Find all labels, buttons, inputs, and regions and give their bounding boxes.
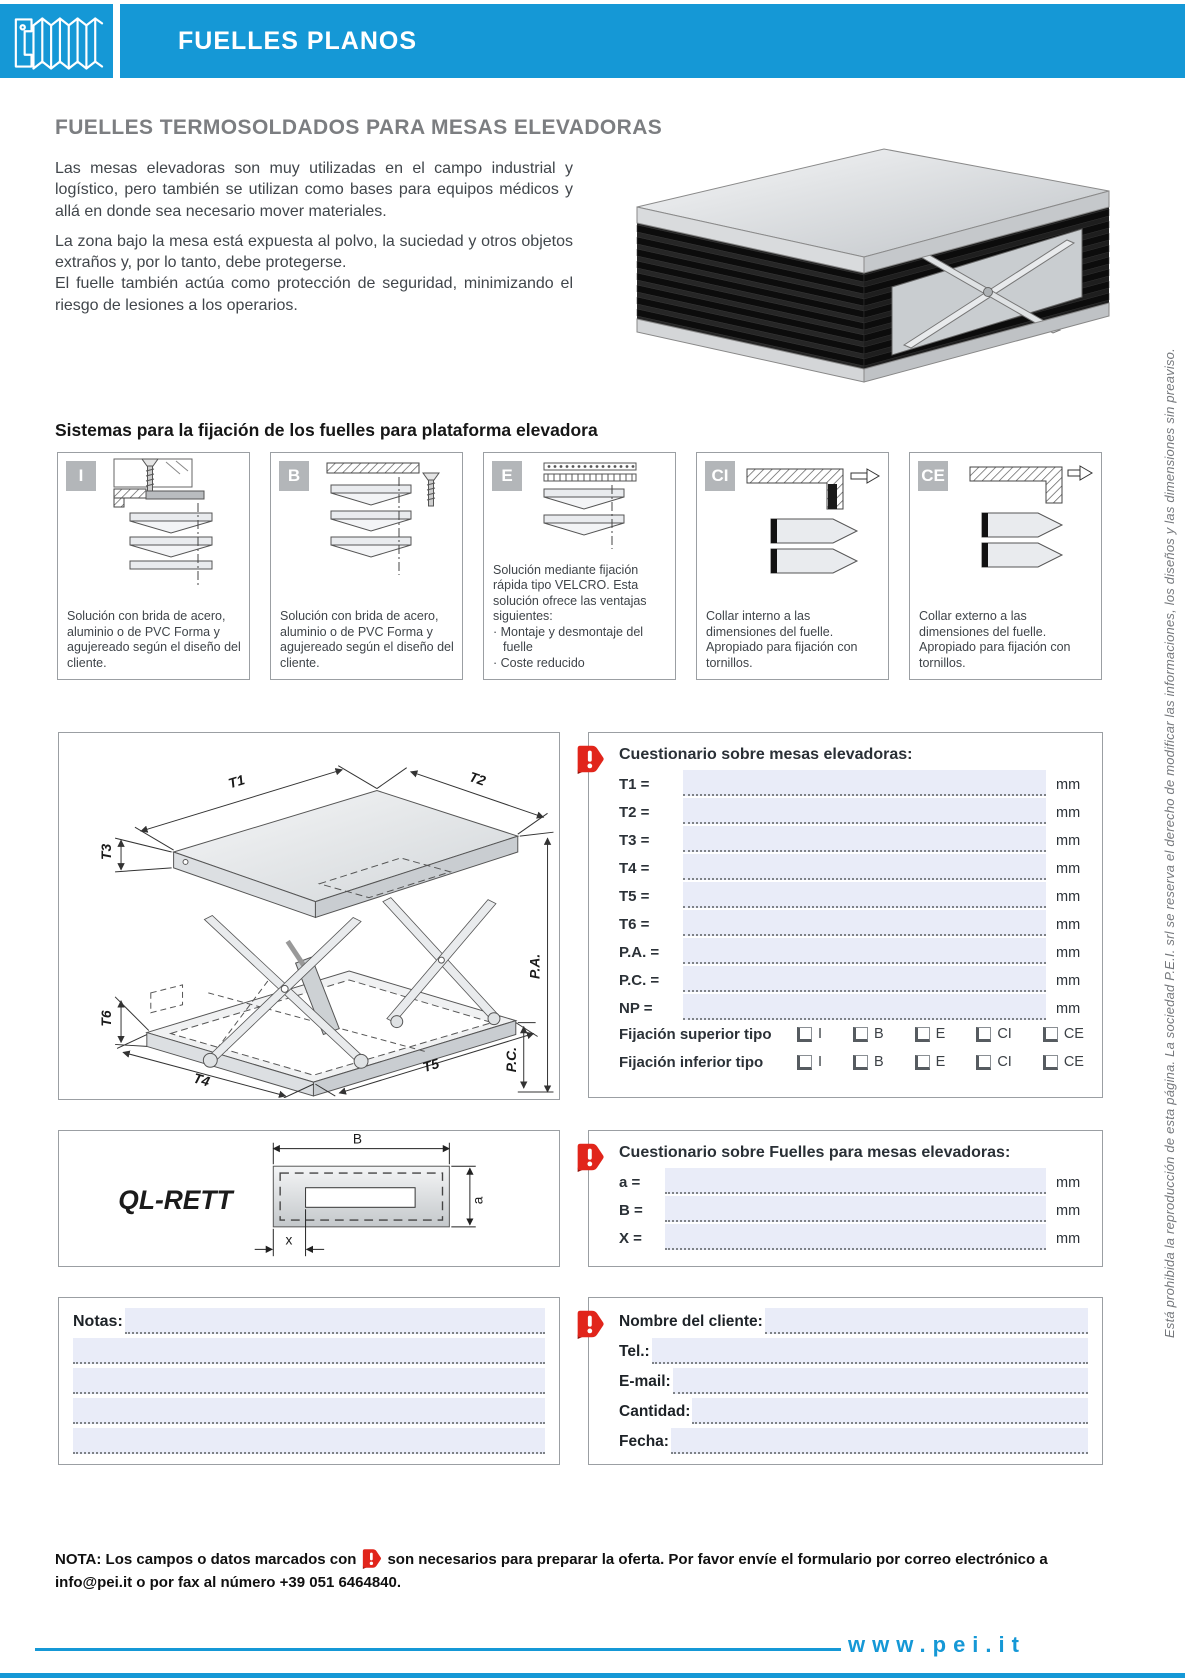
lifting-table-photo <box>612 136 1127 388</box>
table-questionnaire-panel <box>588 732 1103 1098</box>
questionnaire-heading: Cuestionario sobre mesas elevadoras: <box>619 746 913 763</box>
form-row-b: B = mm <box>619 1194 1090 1222</box>
form-row-t3: T3 = mm <box>619 824 1090 852</box>
svg-text:T4: T4 <box>191 1069 212 1090</box>
notes-row-2 <box>73 1334 545 1364</box>
checkbox-bottom-ce[interactable] <box>1043 1055 1058 1070</box>
scissor-lift-diagram <box>59 733 558 1098</box>
checkbox-bottom-ci[interactable] <box>976 1055 991 1070</box>
field-t6-input[interactable] <box>683 910 1046 936</box>
form-row-a: a = mm <box>619 1166 1090 1194</box>
notes-line-1-input[interactable] <box>125 1308 545 1334</box>
form-row-t5: T5 = mm <box>619 880 1090 908</box>
field-t4-input[interactable] <box>683 854 1046 880</box>
system-code-badge: E <box>492 461 522 491</box>
notes-panel <box>58 1297 560 1465</box>
questionnaire-heading: Cuestionario sobre Fuelles para mesas elevadoras: <box>619 1144 1011 1161</box>
svg-text:P.A.: P.A. <box>526 953 543 979</box>
header-logo-tile <box>0 4 113 78</box>
footer-rule <box>35 1648 841 1651</box>
client-qty-input[interactable] <box>692 1398 1088 1424</box>
form-row-t4: T4 = mm <box>619 852 1090 880</box>
form-row-pa: P.A. = mm <box>619 936 1090 964</box>
copyright-side-note: Está prohibida la reproducción de esta página. La sociedad P.E.I. srl se reserva el derecho de modificar las informaciones, los diseños y las dimensiones sin preaviso. <box>1162 348 1177 1338</box>
system-code-badge: CI <box>705 461 735 491</box>
form-row-t6: T6 = mm <box>619 908 1090 936</box>
client-tel-input[interactable] <box>652 1338 1088 1364</box>
intro-paragraph-3: El fuelle también actúa como protección de seguridad, minimizando el riesgo de lesiones a los operarios. <box>55 275 573 314</box>
notes-row-1 <box>73 1304 545 1334</box>
client-row-tel: Tel.: <box>619 1334 1088 1364</box>
bellows-questionnaire-panel <box>588 1130 1103 1267</box>
svg-text:B: B <box>352 1131 362 1147</box>
svg-text:T1: T1 <box>226 771 247 792</box>
field-pa-input[interactable] <box>683 938 1046 964</box>
notes-line-4-input[interactable] <box>73 1398 545 1424</box>
form-row-x: X = mm <box>619 1222 1090 1250</box>
field-t3-input[interactable] <box>683 826 1046 852</box>
client-panel <box>588 1297 1103 1465</box>
website-link[interactable]: www.pei.it <box>848 1632 1026 1657</box>
fixation-drawing-e-icon <box>520 457 670 553</box>
alert-icon <box>361 1548 382 1569</box>
field-pc-input[interactable] <box>683 966 1046 992</box>
intro-paragraph-1: Las mesas elevadoras son muy utilizadas en el campo industrial y logístico, pero también se utilizan como bases para equipos médicos y allá en donde sea necesario mover materiales. <box>55 160 573 220</box>
fixation-system-card-ce <box>909 452 1102 680</box>
field-t5-input[interactable] <box>683 882 1046 908</box>
page-header-title: FUELLES PLANOS <box>178 27 418 55</box>
form-row-t2: T2 = mm <box>619 796 1090 824</box>
notes-line-5-input[interactable] <box>73 1428 545 1454</box>
notes-row-5 <box>73 1424 545 1454</box>
alert-icon <box>575 1141 605 1173</box>
client-name-input[interactable] <box>765 1308 1088 1334</box>
system-description: Solución con brida de acero, aluminio o de PVC Forma y agujereado según el diseño del cliente. <box>280 609 454 670</box>
fixation-system-card-ci <box>696 452 889 680</box>
svg-text:T2: T2 <box>467 768 488 789</box>
system-code-badge: CE <box>918 461 948 491</box>
client-row-qty: Cantidad: <box>619 1394 1088 1424</box>
fixation-drawing-b-icon <box>307 457 457 589</box>
footnote: NOTA: Los campos o datos marcados con son necesarios para preparar la oferta. Por favor envíe el formulario por correo electrónico a info@pei.it o por fax al número +39 051 6464840. <box>55 1548 1060 1595</box>
qlrett-panel <box>58 1130 560 1267</box>
notes-line-3-input[interactable] <box>73 1368 545 1394</box>
system-description: Collar externo a las dimensiones del fuelle. Apropiado para fijación con tornillos. <box>919 609 1071 670</box>
fixation-bottom-row: Fijación inferior tipo I B E CI CE <box>619 1053 1084 1071</box>
intro-paragraph-2: La zona bajo la mesa está expuesta al polvo, la suciedad y otros objetos extraños y, por lo tanto, debe protegerse. <box>55 232 573 272</box>
svg-text:a: a <box>470 1196 486 1205</box>
svg-text:P.C.: P.C. <box>502 1047 519 1073</box>
field-t1-input[interactable] <box>683 770 1046 796</box>
checkbox-top-ci[interactable] <box>976 1027 991 1042</box>
svg-text:T6: T6 <box>98 1010 115 1027</box>
scissor-lift-diagram-panel <box>58 732 560 1100</box>
checkbox-bottom-e[interactable] <box>915 1055 930 1070</box>
fixation-system-card-e <box>483 452 676 680</box>
client-row-email: E-mail: <box>619 1364 1088 1394</box>
svg-text:T3: T3 <box>98 843 115 860</box>
notes-row-3 <box>73 1364 545 1394</box>
alert-icon <box>575 743 605 775</box>
svg-text:T5: T5 <box>420 1055 441 1076</box>
svg-text:QL-RETT: QL-RETT <box>118 1185 233 1216</box>
checkbox-top-b[interactable] <box>853 1027 868 1042</box>
system-description: Collar interno a las dimensiones del fuelle. Apropiado para fijación con tornillos. <box>706 609 858 670</box>
checkbox-bottom-b[interactable] <box>853 1055 868 1070</box>
checkbox-top-i[interactable] <box>797 1027 812 1042</box>
page-title: FUELLES TERMOSOLDADOS PARA MESAS ELEVADORAS <box>55 116 663 139</box>
fixation-system-card-b <box>270 452 463 680</box>
field-x-input[interactable] <box>665 1224 1046 1250</box>
system-code-badge: I <box>66 461 96 491</box>
form-row-pc: P.C. = mm <box>619 964 1090 992</box>
field-a-input[interactable] <box>665 1168 1046 1194</box>
svg-text:x: x <box>285 1232 293 1248</box>
form-row-np: NP = mm <box>619 992 1090 1020</box>
fixation-section-heading: Sistemas para la fijación de los fuelles para plataforma elevadora <box>55 420 598 440</box>
notes-label: Notas: <box>73 1313 123 1330</box>
fixation-drawing-ci-icon <box>733 457 883 589</box>
field-b-input[interactable] <box>665 1196 1046 1222</box>
field-np-input[interactable] <box>683 994 1046 1020</box>
bottom-accent-strip <box>0 1673 1185 1678</box>
field-t2-input[interactable] <box>683 798 1046 824</box>
fixation-system-card-i <box>57 452 250 680</box>
bellows-logo-icon <box>8 10 106 76</box>
alert-icon <box>575 1308 605 1340</box>
form-row-t1: T1 = mm <box>619 768 1090 796</box>
fixation-drawing-ce-icon <box>946 457 1096 589</box>
checkbox-top-ce[interactable] <box>1043 1027 1058 1042</box>
system-description: Solución mediante fijación rápida tipo VELCRO. Esta solución ofrece las ventajas siguientes: · Montaje y desmontaje del fuelle · Coste reducido <box>493 563 668 672</box>
fixation-drawing-i-icon <box>94 457 244 589</box>
client-row-name: Nombre del cliente: <box>619 1304 1088 1334</box>
fixation-top-row: Fijación superior tipo I B E CI CE <box>619 1025 1084 1043</box>
client-row-date: Fecha: <box>619 1424 1088 1454</box>
notes-row-4 <box>73 1394 545 1424</box>
intro-text <box>55 158 573 325</box>
client-date-input[interactable] <box>671 1428 1088 1454</box>
page-header <box>120 4 1185 78</box>
system-code-badge: B <box>279 461 309 491</box>
system-description: Solución con brida de acero, aluminio o de PVC Forma y agujereado según el diseño del cliente. <box>67 609 241 670</box>
checkbox-top-e[interactable] <box>915 1027 930 1042</box>
qlrett-drawing <box>59 1131 558 1265</box>
client-email-input[interactable] <box>673 1368 1088 1394</box>
notes-line-2-input[interactable] <box>73 1338 545 1364</box>
checkbox-bottom-i[interactable] <box>797 1055 812 1070</box>
